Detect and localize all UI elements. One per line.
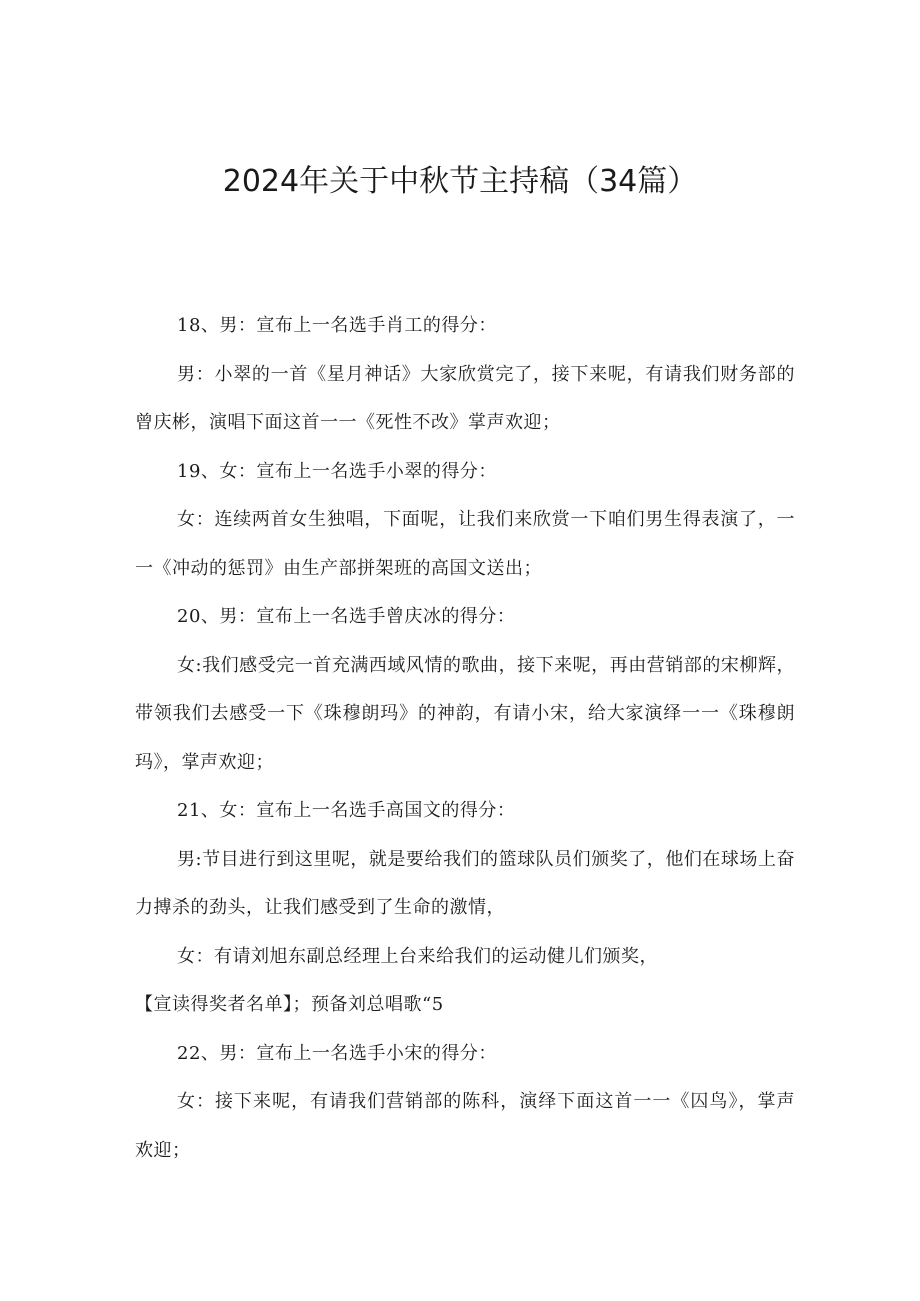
paragraph: 男：小翠的一首《星月神话》大家欣赏完了，接下来呢，有请我们财务部的曾庆彬，演唱下面这首一一《死性不改》掌声欢迎；	[135, 363, 795, 433]
paragraph: 18、男：宣布上一名选手肖工的得分：	[177, 315, 497, 336]
paragraph: 20、男：宣布上一名选手曾庆冰的得分：	[177, 606, 516, 627]
paragraph: 【宣读得奖者名单】；预备刘总唱歌“5	[135, 994, 444, 1015]
paragraph: 22、男：宣布上一名选手小宋的得分：	[177, 1042, 497, 1064]
paragraph: 女：接下来呢，有请我们营销部的陈科，演绎下面这首一一《囚鸟》，掌声欢迎；	[135, 1091, 795, 1161]
paragraph: 男:节目进行到这里呢，就是要给我们的篮球队员们颁奖了，他们在球场上奋力搏杀的劲头，让我们感受到了生命的激情，	[135, 848, 795, 918]
document-body	[135, 302, 795, 1175]
document-title: 2024年关于中秋节主持稿（34篇）	[222, 164, 698, 199]
paragraph: 19、女：宣布上一名选手小翠的得分：	[177, 460, 497, 482]
paragraph: 女：有请刘旭东副总经理上台来给我们的运动健儿们颁奖，	[177, 945, 658, 967]
paragraph: 女:我们感受完一首充满西域风情的歌曲，接下来呢，再由营销部的宋柳辉，带领我们去感受一下《珠穆朗玛》的神韵，有请小宋，给大家演绎一一《珠穆朗玛》，掌声欢迎；	[135, 654, 795, 773]
paragraph: 21、女：宣布上一名选手高国文的得分：	[177, 800, 516, 821]
paragraph: 女：连续两首女生独唱，下面呢，让我们来欣赏一下咱们男生得表演了，一一《冲动的惩罚》由生产部拼架班的高国文送出；	[135, 509, 795, 579]
